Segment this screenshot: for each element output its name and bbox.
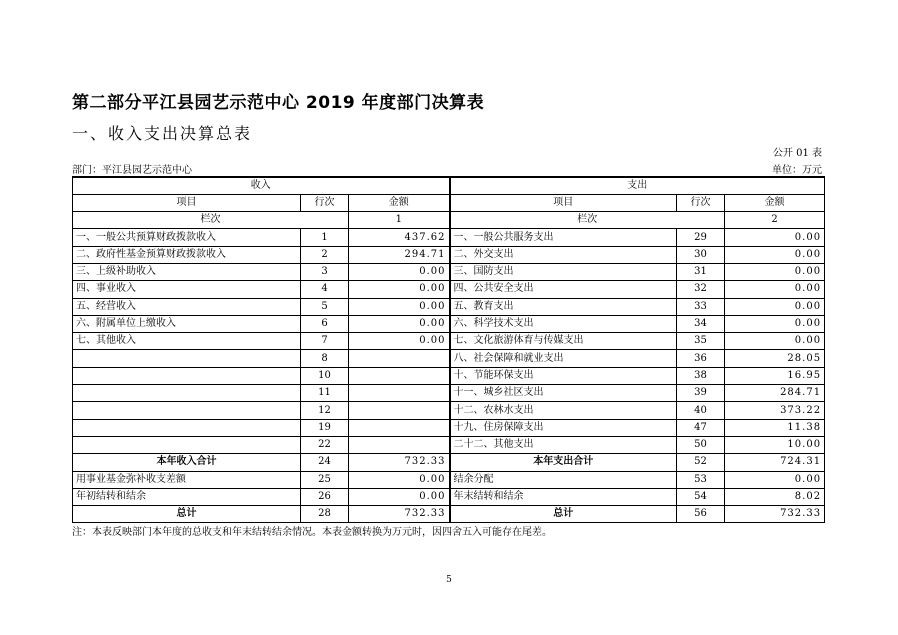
income-amount: 0.00: [349, 471, 450, 488]
income-amount: 437.62: [349, 229, 450, 246]
expense-total-line: 52: [677, 454, 725, 471]
expense-item-name: 五、教育支出: [450, 298, 677, 315]
table-row: [73, 246, 825, 263]
income-item-name: 四、事业收入: [73, 281, 301, 298]
expense-amount: 0.00: [725, 333, 825, 350]
expense-amount: 10.00: [725, 436, 825, 453]
expense-item-name: 六、科学技术支出: [450, 315, 677, 332]
table-row: [73, 315, 825, 332]
total-row: [73, 454, 825, 471]
income-line-no: 11: [301, 385, 349, 402]
income-item-name: 六、附属单位上缴收入: [73, 315, 301, 332]
income-amount: [349, 436, 450, 453]
expense-amount: 373.22: [725, 402, 825, 419]
table-row: [73, 471, 825, 488]
expense-line-no: 31: [677, 263, 725, 280]
table-row: [73, 436, 825, 453]
income-item-name: 一、一般公共预算财政拨款收入: [73, 229, 301, 246]
income-amount: 294.71: [349, 246, 450, 263]
expense-line-no: 33: [677, 298, 725, 315]
income-line-no: 1: [301, 229, 349, 246]
table-row: [73, 385, 825, 402]
expense-item-name: 结余分配: [450, 471, 677, 488]
income-amount: [349, 402, 450, 419]
table-row: [73, 229, 825, 246]
expense-grand-line: 56: [677, 506, 725, 523]
expense-line-no: 38: [677, 367, 725, 384]
income-item-name: 七、其他收入: [73, 333, 301, 350]
expense-line-no: 32: [677, 281, 725, 298]
expense-item-name: 二十二、其他支出: [450, 436, 677, 453]
footnote: 注：本表反映部门本年度的总收支和年末结转结余情况。本表金额转换为万元时，因四舍五入可能存在尾差。: [72, 527, 552, 538]
income-total-label: 本年收入合计: [73, 454, 301, 471]
income-item-name: 用事业基金弥补收支差额: [73, 471, 301, 488]
income-grand-amount: 732.33: [349, 506, 450, 523]
expense-amount: 0.00: [725, 298, 825, 315]
income-item-name: [73, 402, 301, 419]
expense-item-name: 十一、城乡社区支出: [450, 385, 677, 402]
expense-item-name: 三、国防支出: [450, 263, 677, 280]
income-item-header: 项目: [73, 194, 301, 211]
income-line-no: 4: [301, 281, 349, 298]
column-number-row: [73, 212, 825, 229]
expense-line-no: 47: [677, 419, 725, 436]
income-line-no: 19: [301, 419, 349, 436]
income-line-no: 5: [301, 298, 349, 315]
expense-line-no: 53: [677, 471, 725, 488]
table-row: [73, 488, 825, 505]
expense-line-no: 35: [677, 333, 725, 350]
table-row: [73, 263, 825, 280]
table-row: [73, 367, 825, 384]
budget-table: [72, 176, 825, 523]
expense-amount: 11.38: [725, 419, 825, 436]
income-total-line: 24: [301, 454, 349, 471]
page-number: 5: [446, 575, 452, 585]
expense-amount: 284.71: [725, 385, 825, 402]
income-item-name: [73, 436, 301, 453]
income-line-no: 7: [301, 333, 349, 350]
expense-item-name: 八、社会保障和就业支出: [450, 350, 677, 367]
income-amount: 0.00: [349, 263, 450, 280]
income-amount: [349, 385, 450, 402]
table-row: [73, 298, 825, 315]
grand-total-row: [73, 506, 825, 523]
expense-line-no: 50: [677, 436, 725, 453]
income-item-name: [73, 419, 301, 436]
table-code: 公开 01 表: [772, 148, 822, 159]
income-line-no: 25: [301, 471, 349, 488]
income-line-no: 26: [301, 488, 349, 505]
income-line-no: 8: [301, 350, 349, 367]
expense-line-no: 39: [677, 385, 725, 402]
table-row: [73, 281, 825, 298]
expense-line-no: 30: [677, 246, 725, 263]
table-row: [73, 419, 825, 436]
income-line-no: 6: [301, 315, 349, 332]
expense-amount: 0.00: [725, 263, 825, 280]
income-line-no: 2: [301, 246, 349, 263]
income-amount: [349, 367, 450, 384]
income-line-no: 12: [301, 402, 349, 419]
expense-line-no: 40: [677, 402, 725, 419]
income-amount: 0.00: [349, 315, 450, 332]
income-item-name: [73, 350, 301, 367]
income-total-amount: 732.33: [349, 454, 450, 471]
expense-item-name: 十、节能环保支出: [450, 367, 677, 384]
expense-amount: 0.00: [725, 229, 825, 246]
expense-line-no: 34: [677, 315, 725, 332]
expense-amount-header: 金额: [725, 194, 825, 211]
income-amount: 0.00: [349, 281, 450, 298]
expense-amount: 16.95: [725, 367, 825, 384]
income-item-name: 三、上级补助收入: [73, 263, 301, 280]
income-line-no: 22: [301, 436, 349, 453]
income-line-header: 行次: [301, 194, 349, 211]
income-grand-line: 28: [301, 506, 349, 523]
expense-item-header: 项目: [450, 194, 677, 211]
expense-total-amount: 724.31: [725, 454, 825, 471]
income-amount: 0.00: [349, 333, 450, 350]
expense-total-label: 本年支出合计: [450, 454, 677, 471]
income-line-no: 10: [301, 367, 349, 384]
income-amount: 0.00: [349, 298, 450, 315]
expense-amount: 8.02: [725, 488, 825, 505]
expense-item-name: 一、一般公共服务支出: [450, 229, 677, 246]
expense-item-name: 二、外交支出: [450, 246, 677, 263]
expense-line-no: 36: [677, 350, 725, 367]
expense-amount: 0.00: [725, 471, 825, 488]
expense-item-name: 四、公共安全支出: [450, 281, 677, 298]
expense-item-name: 七、文化旅游体育与传媒支出: [450, 333, 677, 350]
department-label: 部门：平江县园艺示范中心: [72, 165, 192, 176]
income-grand-label: 总计: [73, 506, 301, 523]
expense-line-no: 54: [677, 488, 725, 505]
table-row: [73, 350, 825, 367]
expense-line-no: 29: [677, 229, 725, 246]
page-title: 第二部分平江县园艺示范中心 2019 年度部门决算表: [72, 93, 485, 113]
expense-amount: 0.00: [725, 246, 825, 263]
expense-amount: 28.05: [725, 350, 825, 367]
table-row: [73, 333, 825, 350]
expense-lanci-label: 栏次: [450, 212, 725, 229]
expense-item-name: 十二、农林水支出: [450, 402, 677, 419]
table-row: [73, 402, 825, 419]
income-section-header: 收入: [73, 177, 450, 194]
income-amount: 0.00: [349, 488, 450, 505]
expense-line-header: 行次: [677, 194, 725, 211]
expense-col-number: 2: [725, 212, 825, 229]
income-amount: [349, 350, 450, 367]
income-item-name: 年初结转和结余: [73, 488, 301, 505]
income-amount-header: 金额: [349, 194, 450, 211]
expense-grand-label: 总计: [450, 506, 677, 523]
income-amount: [349, 419, 450, 436]
income-item-name: 五、经营收入: [73, 298, 301, 315]
column-header-row: [73, 194, 825, 211]
expense-amount: 0.00: [725, 315, 825, 332]
income-item-name: 二、政府性基金预算财政拨款收入: [73, 246, 301, 263]
income-item-name: [73, 367, 301, 384]
income-item-name: [73, 385, 301, 402]
income-lanci-label: 栏次: [73, 212, 349, 229]
section-header-row: [73, 177, 825, 194]
expense-grand-amount: 732.33: [725, 506, 825, 523]
expense-amount: 0.00: [725, 281, 825, 298]
expense-item-name: 年末结转和结余: [450, 488, 677, 505]
expense-item-name: 十九、住房保障支出: [450, 419, 677, 436]
unit-label: 单位：万元: [772, 165, 822, 176]
table-subtitle: 一、收入支出决算总表: [72, 124, 253, 143]
income-col-number: 1: [349, 212, 450, 229]
expense-section-header: 支出: [450, 177, 825, 194]
income-line-no: 3: [301, 263, 349, 280]
